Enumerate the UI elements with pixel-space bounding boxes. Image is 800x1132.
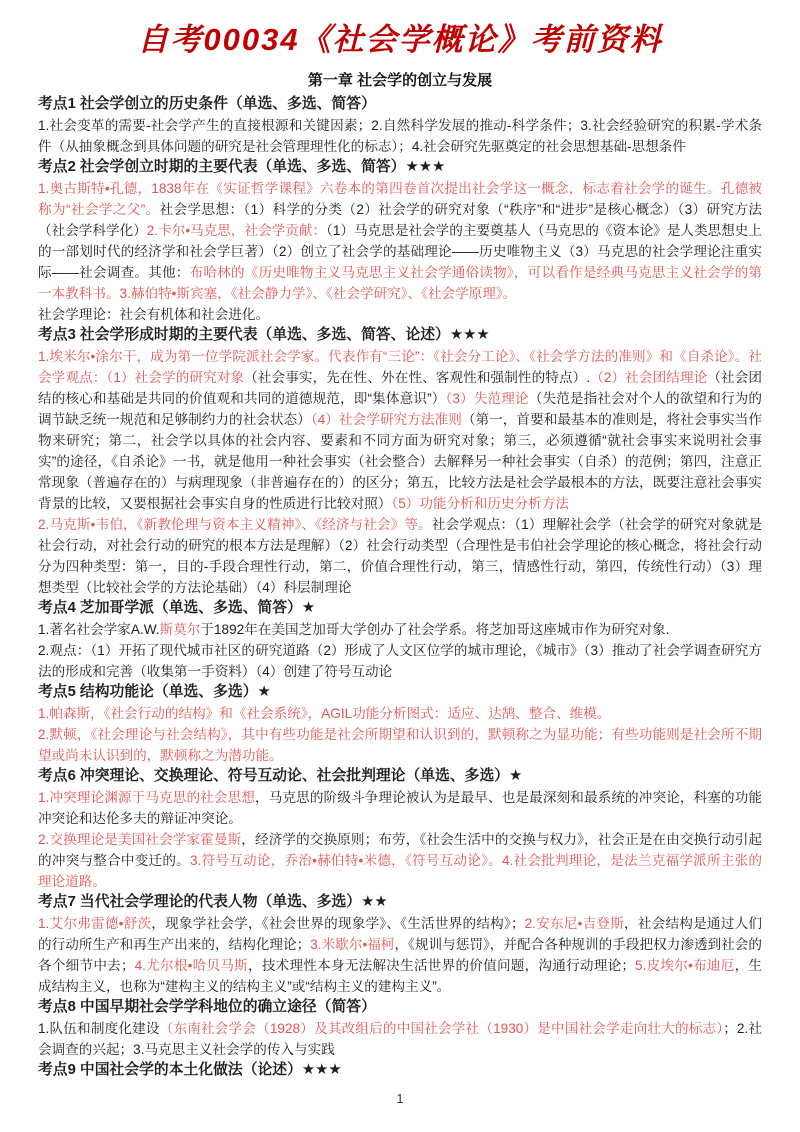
paragraph [38,619,762,640]
red-text-segment: 2.默顿，《社会理论与社会结构》，其中有些功能是社会所期望和认识到的，默顿称之为显功能；有些功能则是社会所不期望或尚未认识到的，默顿称之为潜功能。 [38,727,762,763]
section-heading [38,325,762,346]
section-heading [38,766,762,787]
paragraph [38,913,762,997]
section-heading [38,157,762,178]
red-text-segment: （2）社会团结理论 [590,370,708,385]
text-segment: （社会事实，先在性、外在性、客观性和强制性的特点）. [244,370,591,385]
page-number: 1 [396,1092,404,1106]
text-segment: （失范是指社会对个人的欲望和行为的调节缺乏统一规范和足够制约力的社会状态） [38,391,763,427]
text-segment: 社会学观点：（1）理解社会学（社会学的研究对象就是社会行动，对社会行动的研究的根本方法是理解）（2）社会行动类型（合理性是韦伯社会学理论的核心概念，将社会行动分为四种类型：第一，目的-手段合理性行动，第二，价值合理性行动，第三，情感性行动，第四，传统性行动）（3）理想类型（比较社会学的方法论基础）（4）科层制理论 [38,517,762,595]
paragraph [38,724,762,766]
red-text-segment: 2.安东尼•吉登斯 [524,916,625,931]
paragraph [38,115,762,157]
red-text-segment: 布哈林的《历史唯物主义马克思主义社会学通俗读物》，可以看作是经典马克思主义社会学的第一本教科书。3.赫伯特•斯宾塞，《社会静力学》、《社会学研究》、《社会学原理》。 [38,265,762,301]
text-segment: （社会团结的核心和基础是共同的价值观和共同的道德规范，即“集体意识”） [38,370,763,406]
text-segment: ，生成结构主义，也称为“建构主义的结构主义”或“结构主义的建构主义”。 [38,958,763,994]
section-heading [38,892,762,913]
document-body [38,94,762,1081]
red-text-segment: （东南社会学会（1928）及其改组后的中国社会学社（1930）是中国社会学走向壮大的标志） [159,1021,724,1036]
paragraph [38,346,762,514]
text-segment: 考点1 社会学创立的历史条件（单选、多选、简答） [38,96,376,112]
text-segment: 考点3 社会学形成时期的主要代表（单选、多选、简答、论述）★★★ [38,327,490,343]
paragraph [38,178,762,304]
text-segment: 考点9 中国社会学的本土化做法（论述）★★★ [38,1062,342,1078]
text-segment: ；2.社会调查的兴起；3.马克思主义社会学的传入与实践 [38,1021,762,1057]
red-text-segment: 2.卡尔•马克思，社会学贡献： [146,223,327,238]
text-segment: 考点8 中国早期社会学学科地位的确立途径（简答） [38,999,376,1015]
red-text-segment: 1.埃米尔•涂尔干，成为第一位学院派社会学家。代表作有“三论”：《社会分工论》、《社会学方法的准则》和《自杀论》。社会学观点：（1）社会学的研究对象 [38,349,762,385]
section-heading [38,682,762,703]
red-text-segment: 斯莫尔 [159,622,201,637]
section-heading [38,94,762,115]
red-text-segment: 5.皮埃尔•布迪厄 [635,958,735,973]
paragraph [38,703,762,724]
text-segment: ，社会结构是通过人们的行动所生产和再生产出来的，结构化理论； [38,916,762,952]
text-segment: 考点6 冲突理论、交换理论、符号互动论、社会批判理论（单选、多选）★ [38,768,523,784]
text-segment: ，马克思的阶级斗争理论被认为是最早、也是最深刻和最系统的冲突论，科塞的功能冲突论和达伦多夫的辩证冲突论。 [38,790,762,826]
paragraph [38,304,762,325]
section-heading [38,1060,762,1081]
red-text-segment: 3.符号互动论，乔治•赫伯特•米德，《符号互动论》。4.社会批判理论，是法兰克福学派所主张的理论道路。 [38,853,763,889]
text-segment: 社会学思想：（1）科学的分类（2）社会学的研究对象（“秩序”和“进步”是核心概念）（3）研究方法（社会学科学化） [38,202,762,238]
chapter-title: 第一章 社会学的创立与发展 [307,72,493,89]
text-segment: 于1892年在美国芝加哥大学创办了社会学系。将芝加哥这座城市作为研究对象. [200,622,670,637]
text-segment: （第一，首要和最基本的准则是，将社会事实当作物来研究；第二，社会学以具体的社会内容、要素和不同方面为研究对象；第三，必须遵循“就社会事实来说明社会事实”的途径，《自杀论》一书，就是他用一种社会事实（社会整合）去解释另一种社会事实（自杀）的范例；第四，注意正常现象（普遍存在的）与病理现象（非普遍存在的）的区分；第五，比较方法是社会学最根本的方法，既要注意社会事实背景的比较，又要根据社会事实自身的性质进行比较对照） [38,412,763,511]
red-text-segment: 1.艾尔弗雷德•舒茨 [38,916,152,931]
paragraph [38,640,762,682]
red-text-segment: （3）失范理论 [445,391,529,406]
text-segment: 考点7 当代社会学理论的代表人物（单选、多选）★★ [38,894,388,910]
text-segment: 1.社会变革的需要-社会学产生的直接根源和关键因素；2.自然科学发展的推动-科学条件；3.社会经验研究的积累-学术条件（从抽象概念到具体问题的研究是社会管理理性化的标志）；4.社会研究先驱奠定的社会思想基础-思想条件 [38,118,762,154]
section-heading [38,997,762,1018]
text-segment: （1）马克思是社会学的主要奠基人（马克思的《资本论》是人类思想史上的一部划时代的经济学和社会学巨著）（2）创立了社会学的基础理论——历史唯物主义（3）马克思的社会学理论注重实际——社会调查。其他： [38,223,762,280]
text-segment: 社会学理论：社会有机体和社会进化。 [38,307,270,322]
paragraph [38,829,762,892]
red-text-segment: （4）社会学研究方法准则 [310,412,462,427]
text-segment: ，现象学社会学，《社会世界的现象学》、《生活世界的结构》； [151,916,525,931]
red-text-segment: 4.尤尔根•哈贝马斯 [134,958,248,973]
text-segment: 2.观点：（1）开拓了现代城市社区的研究道路（2）形成了人文区位学的城市理论，《城市》（3）推动了社会学调查研究方法的形成和完善（收集第一手资料）（4）创建了符号互动论 [38,643,762,679]
red-text-segment: 2.交换理论是美国社会学家霍曼斯 [38,832,242,847]
text-segment: 考点4 芝加哥学派（单选、多选、简答）★ [38,600,316,616]
red-text-segment: 1.奥古斯特•孔德，1838年在《实证哲学课程》六卷本的第四卷首次提出社会学这一概念，标志着社会学的诞生。孔德被称为“社会学之父”。 [38,181,762,217]
red-text-segment: 1.帕森斯，《社会行动的结构》和《社会系统》，AGIL功能分析图式：适应、达鹄、整合、维模。 [38,706,611,721]
text-segment: 考点2 社会学创立时期的主要代表（单选、多选、简答）★★★ [38,159,446,175]
text-segment: ，《规训与惩罚》，并配合各种规训的手段把权力渗透到社会的各个细节中去； [38,937,762,973]
red-text-segment: （5）功能分析和历史分析方法 [391,496,569,511]
red-text-segment: 2.马克斯•韦伯，《新教伦理与资本主义精神》、《经济与社会》等。 [38,517,432,532]
paragraph [38,787,762,829]
document-title: 自考00034《社会学概论》考前资料 [137,22,663,57]
red-text-segment: 3.米歇尔•福柯 [310,937,395,952]
section-heading [38,598,762,619]
text-segment: 考点5 结构功能论（单选、多选）★ [38,684,271,700]
red-text-segment: 1.冲突理论渊源于马克思的社会思想 [38,790,256,805]
paragraph [38,514,762,598]
text-segment: ，技术理性本身无法解决生活世界的价值问题，沟通行动理论； [247,958,636,973]
paragraph [38,1018,762,1060]
text-segment: 1.著名社会学家A.W. [38,622,160,637]
text-segment: ，经济学的交换原则；布劳，《社会生活中的交换与权力》，社会正是在由交换行动引起的冲突与整合中变迁的。 [38,832,762,868]
text-segment: 1.队伍和制度化建设 [38,1021,160,1036]
